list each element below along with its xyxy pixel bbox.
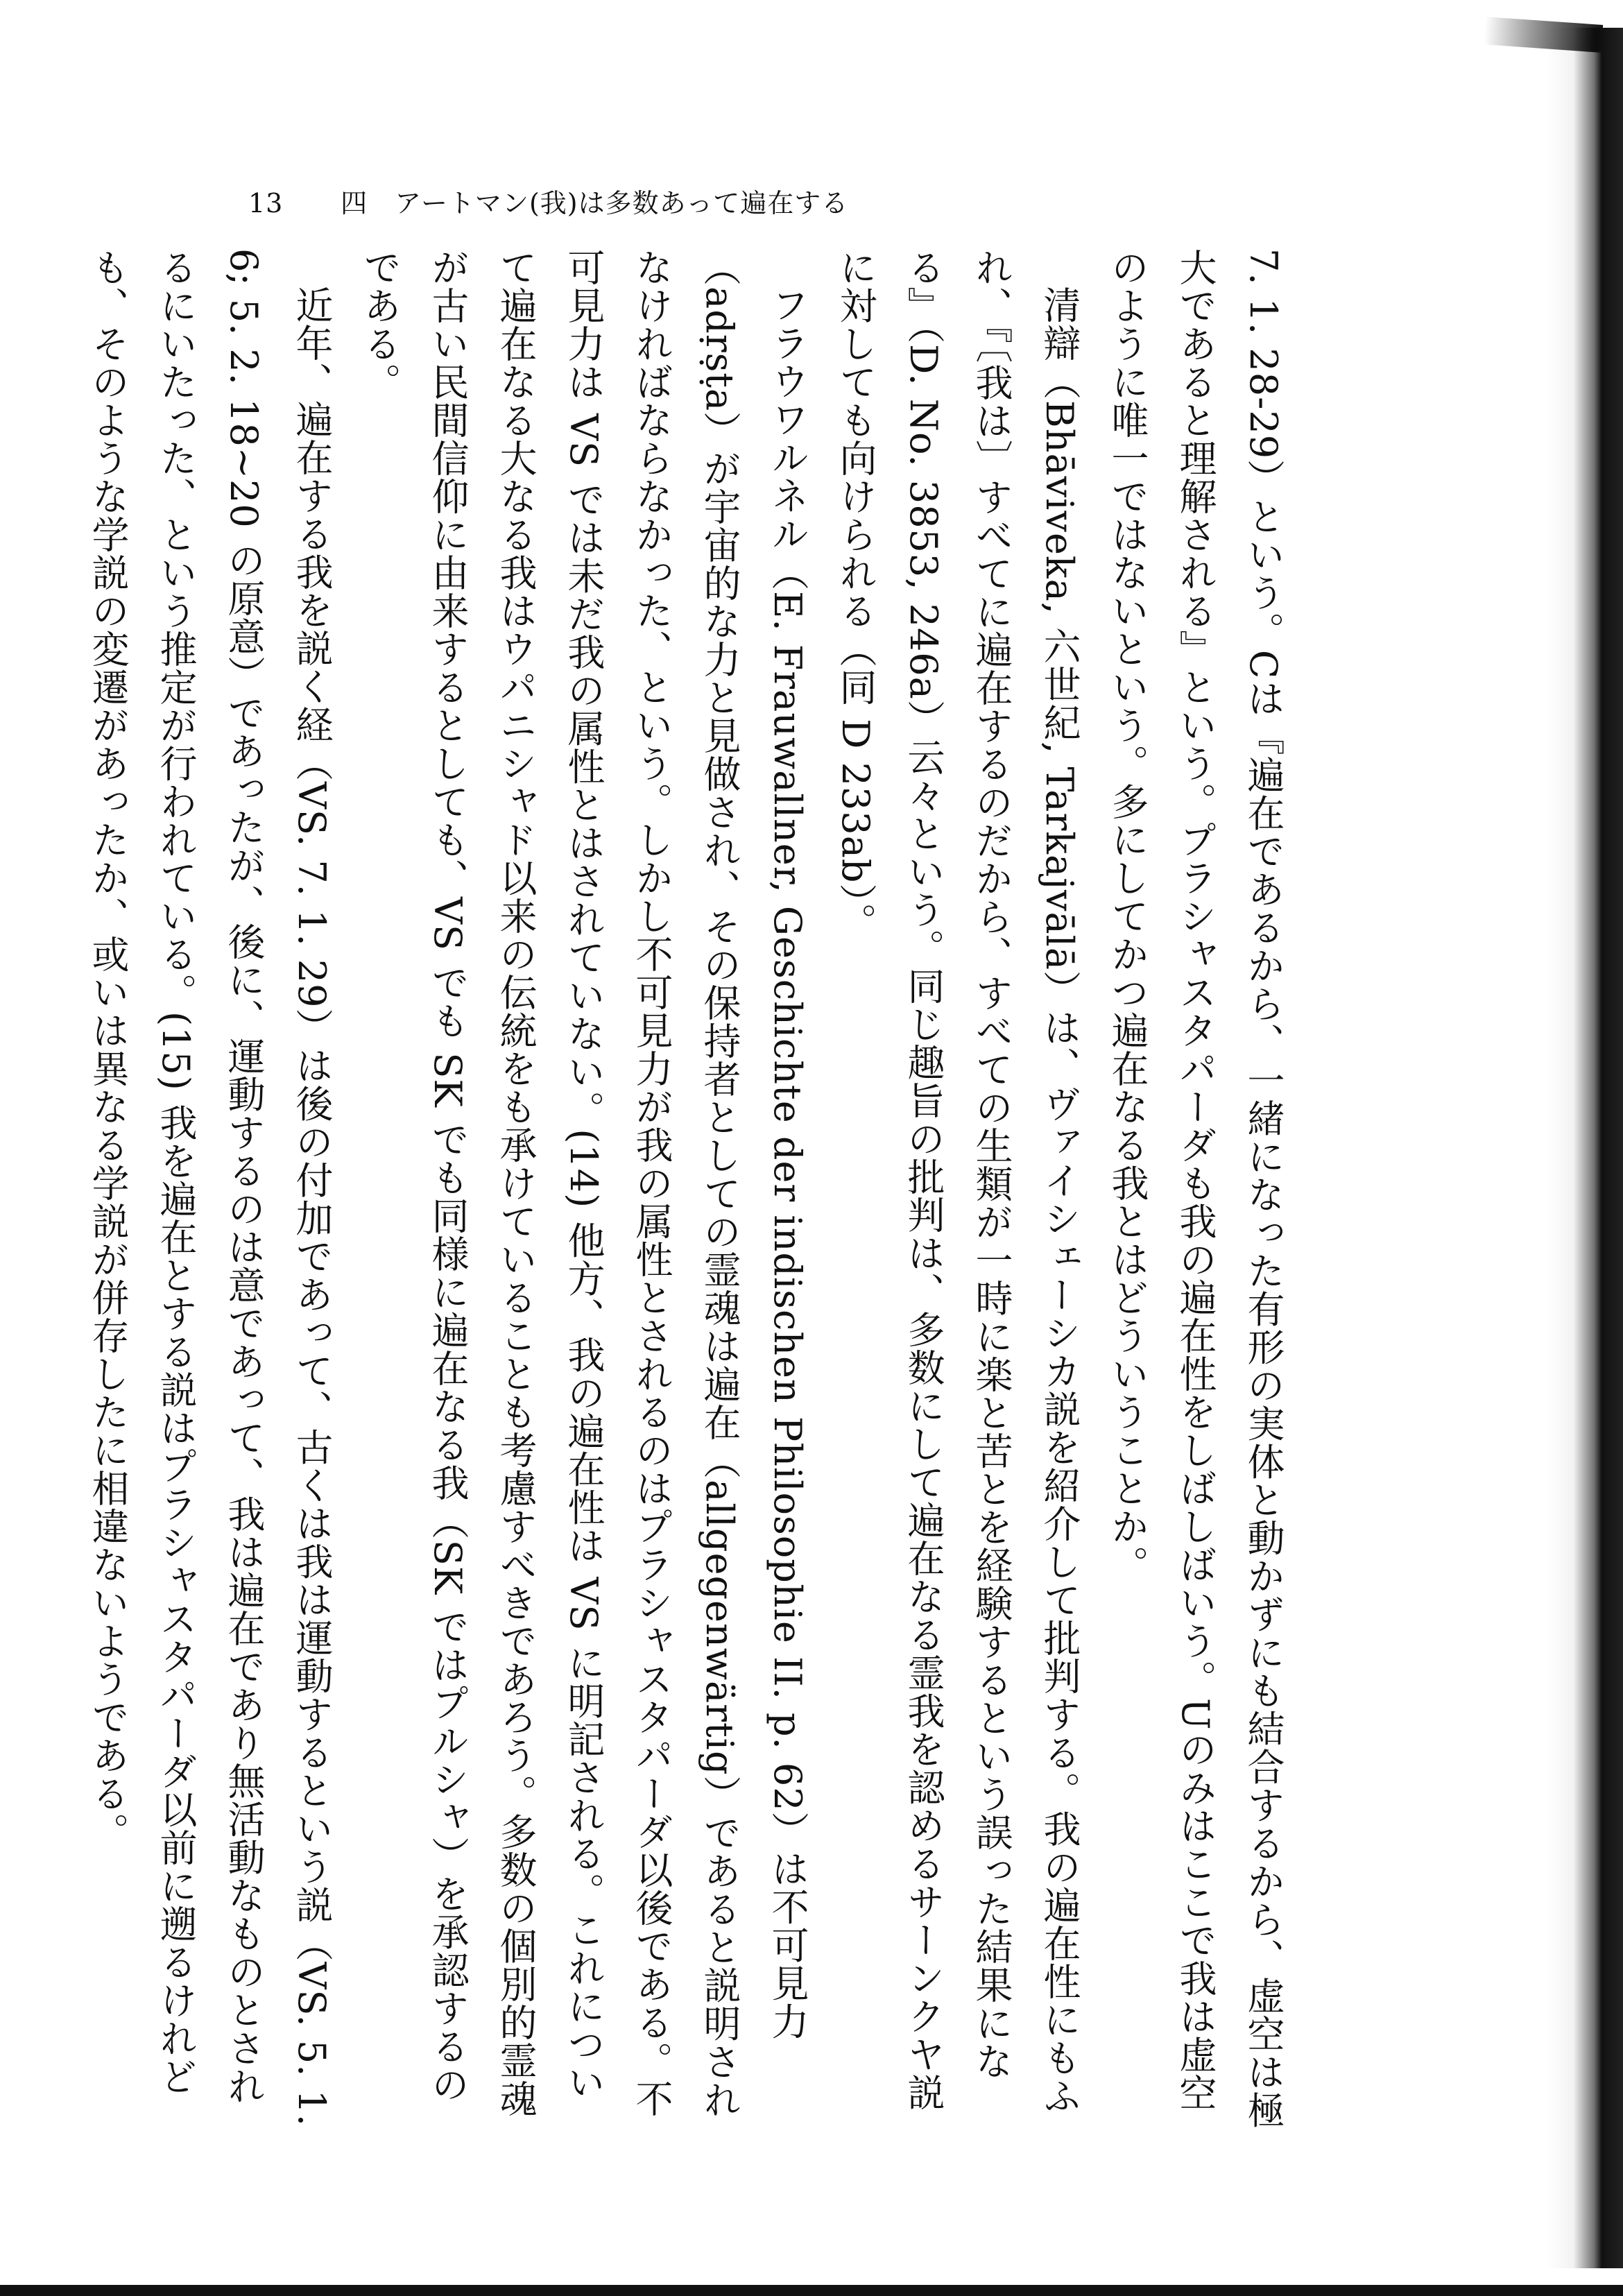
- paragraph-3: フラウワルネル（E. Frauwallner, Geschichte der indischen Philosophie II. p. 62）は不可見力（adṛṣṭa）が宇宙的な力と見做され、その保持者としての霊魂は遍在（allgegenwärtig）であると説明されなければならなかった、という。しかし不可見力が我の属性とされるのはプラシャスタパーダ以後である。不可見力は VS では未だ我の属性とはされていない。(14) 他方、我の遍在性は VS に明記される。これについて遍在なる大なる我はウパニシャド以来の伝統をも承けていることも考慮すべきであろう。多数の個別的霊魂が古い民間信仰に由来するとしても、VS でも SK でも同様に遍在なる我（SK ではプルシャ）を承認するのである。: [358, 248, 809, 2119]
- paragraph-1: 7. 1. 28-29）という。Cは『遍在であるから、一緒になった有形の実体と動かずにも結合するから、虚空は極大であると理解される』という。プラシャスタパーダも我の遍在性をしばしばいう。Uのみはここで我は虚空のように唯一ではないという。多にしてかつ遍在なる我とはどういうことか。: [1106, 248, 1285, 2130]
- paragraph-4: 近年、遍在する我を説く経（VS. 7. 1. 29）は後の付加であって、古くは我は運動するという説（VS. 5. 1. 6; 5. 2. 18~20 の原意）であったが、後に、運動するのは意であって、我は遍在であり無活動なものとされるにいたった、という推定が行われている。(15) 我を遍在とする説はプラシャスタパーダ以前に遡るけれども、そのような学説の変遷があったか、或いは異なる学説が併存したに相違ないようである。: [86, 248, 334, 2127]
- running-header: [248, 182, 848, 220]
- page-number: 13: [248, 188, 284, 219]
- page-bottom-edge: [0, 2285, 1623, 2296]
- paragraph-2: 清辯（Bhāviveka, 六世紀, Tarkajvālā）は、ヴァイシェーシカ説を紹介して批判する。我の遍在性にもふれ、『〔我は〕すべてに遍在するのだから、すべての生類が一時に楽と苦とを経験するという誤った結果になる』（D. No. 3853, 246a）云々という。同じ趣旨の批判は、多数にして遍在なる霊我を認めるサーンクヤ説に対しても向けられる（同 D 233ab）。: [834, 248, 1081, 2116]
- vertical-body-text: [86, 248, 1297, 2135]
- chapter-title: 四 アートマン(我)は多数あって遍在する: [341, 188, 849, 219]
- page-edge-shadow: [1547, 28, 1623, 2268]
